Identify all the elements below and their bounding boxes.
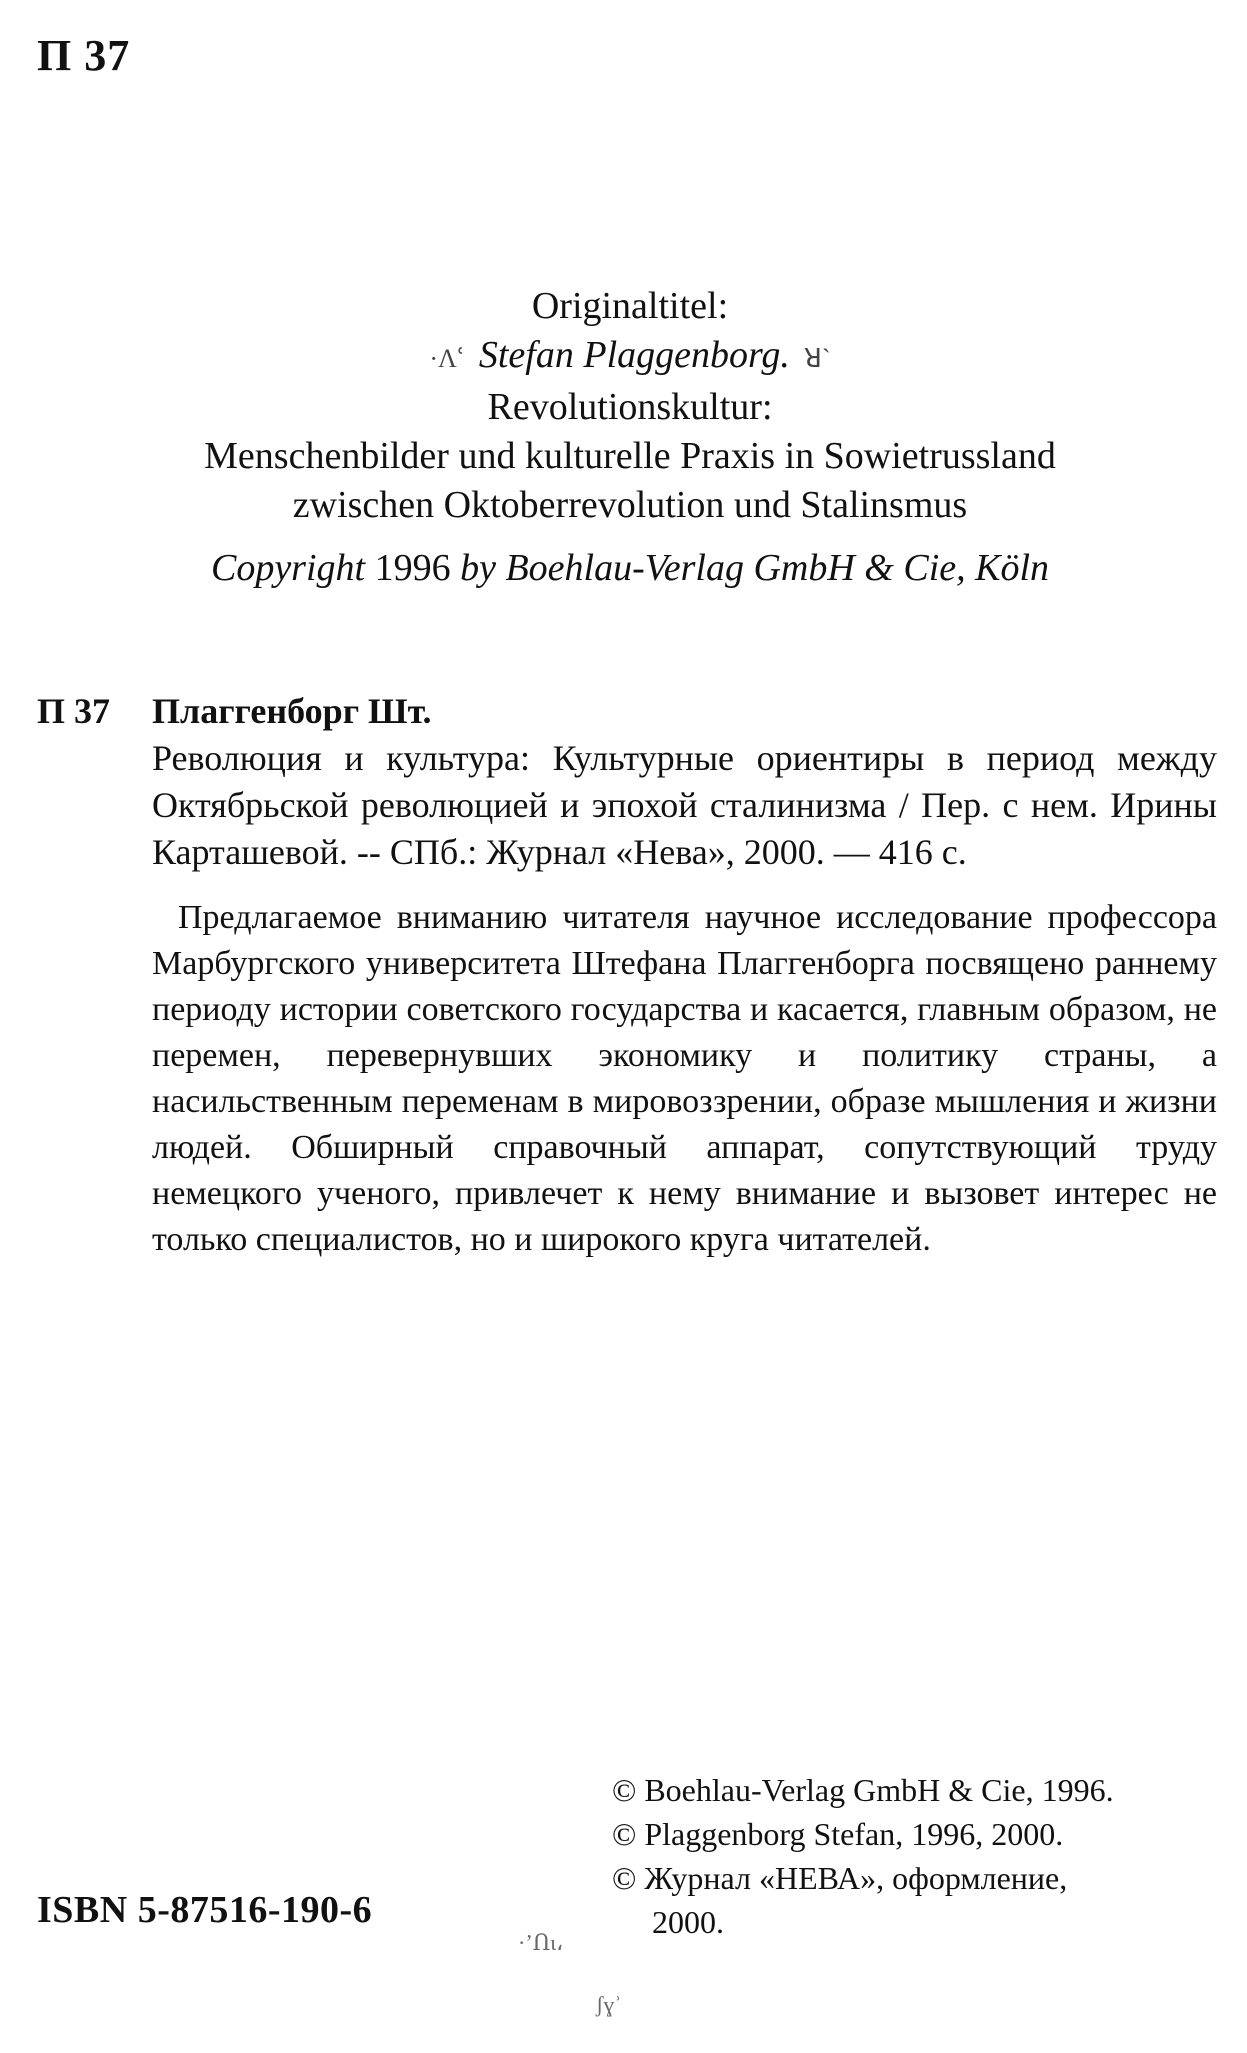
stamp-mark-icon: ·ʼՈɩ،: [518, 1930, 564, 1955]
bibliographic-author: Плаггенборг Шт.: [152, 691, 432, 731]
page-code: П 37: [37, 31, 131, 80]
original-title-heading: Originaltitel:: [531, 285, 729, 327]
bibliographic-code: П 37: [37, 691, 111, 731]
original-title-line-3: zwischen Oktoberrevolution und Stalinsmus: [292, 483, 968, 526]
copyright-suffix: by Boehlau-Verlag GmbH & Cie, Köln: [460, 546, 1050, 589]
original-author-line: [90, 331, 1170, 383]
bibliographic-description: Революция и культура: Культурные ориентиры в период между Октябрьской революцией и эпохой сталинизма / Пер. с нем. Ирины Карташевой. -- СПб.: Журнал «Нева», 2000. — 416 с.: [152, 738, 1217, 872]
copyright-item: © Журнал «НЕВА», оформление,: [612, 1860, 1068, 1896]
annotation-paragraph: Предлагаемое вниманию читателя научное исследование профессора Марбургского университета Штефана Плаггенборга посвящено раннему периоду истории советского государства и касается, главным образом, не перемен, перевернувших экономику и политику страны, а насильственным переменам в мировоззрении, образе мышления и жизни людей. Обширный справочный аппарат, сопутствующий труду немецкого ученого, привлечет к нему внимание и вызовет интерес не только специалистов, но и широкого круга читателей.: [152, 899, 1217, 1258]
copyright-item: © Boehlau-Verlag GmbH & Cie, 1996.: [612, 1772, 1114, 1808]
copyright-item-continuation: 2000.: [652, 1904, 724, 1940]
copyright-year: 1996: [374, 546, 451, 589]
original-title-block: [90, 282, 1170, 593]
copyright-prefix: Copyright: [210, 546, 366, 589]
original-author: Stefan Plaggenborg.: [478, 334, 790, 376]
stamp-mark-icon: ꓤ`: [803, 343, 831, 373]
original-copyright: [90, 544, 1170, 593]
original-title-line-1: Revolutionskultur:: [487, 385, 773, 428]
stamp-mark-icon: ʃɣʾ: [596, 1992, 622, 2017]
isbn: ISBN 5-87516-190-6: [37, 1889, 373, 1931]
copyright-item: © Plaggenborg Stefan, 1996, 2000.: [612, 1816, 1064, 1852]
copyright-list: [612, 1768, 1222, 1944]
original-title-line-2: Menschenbilder und kulturelle Praxis in Sowietrussland: [204, 434, 1056, 477]
stamp-mark-icon: ·Ʌՙ: [429, 343, 465, 373]
bibliographic-record: [37, 688, 1217, 876]
